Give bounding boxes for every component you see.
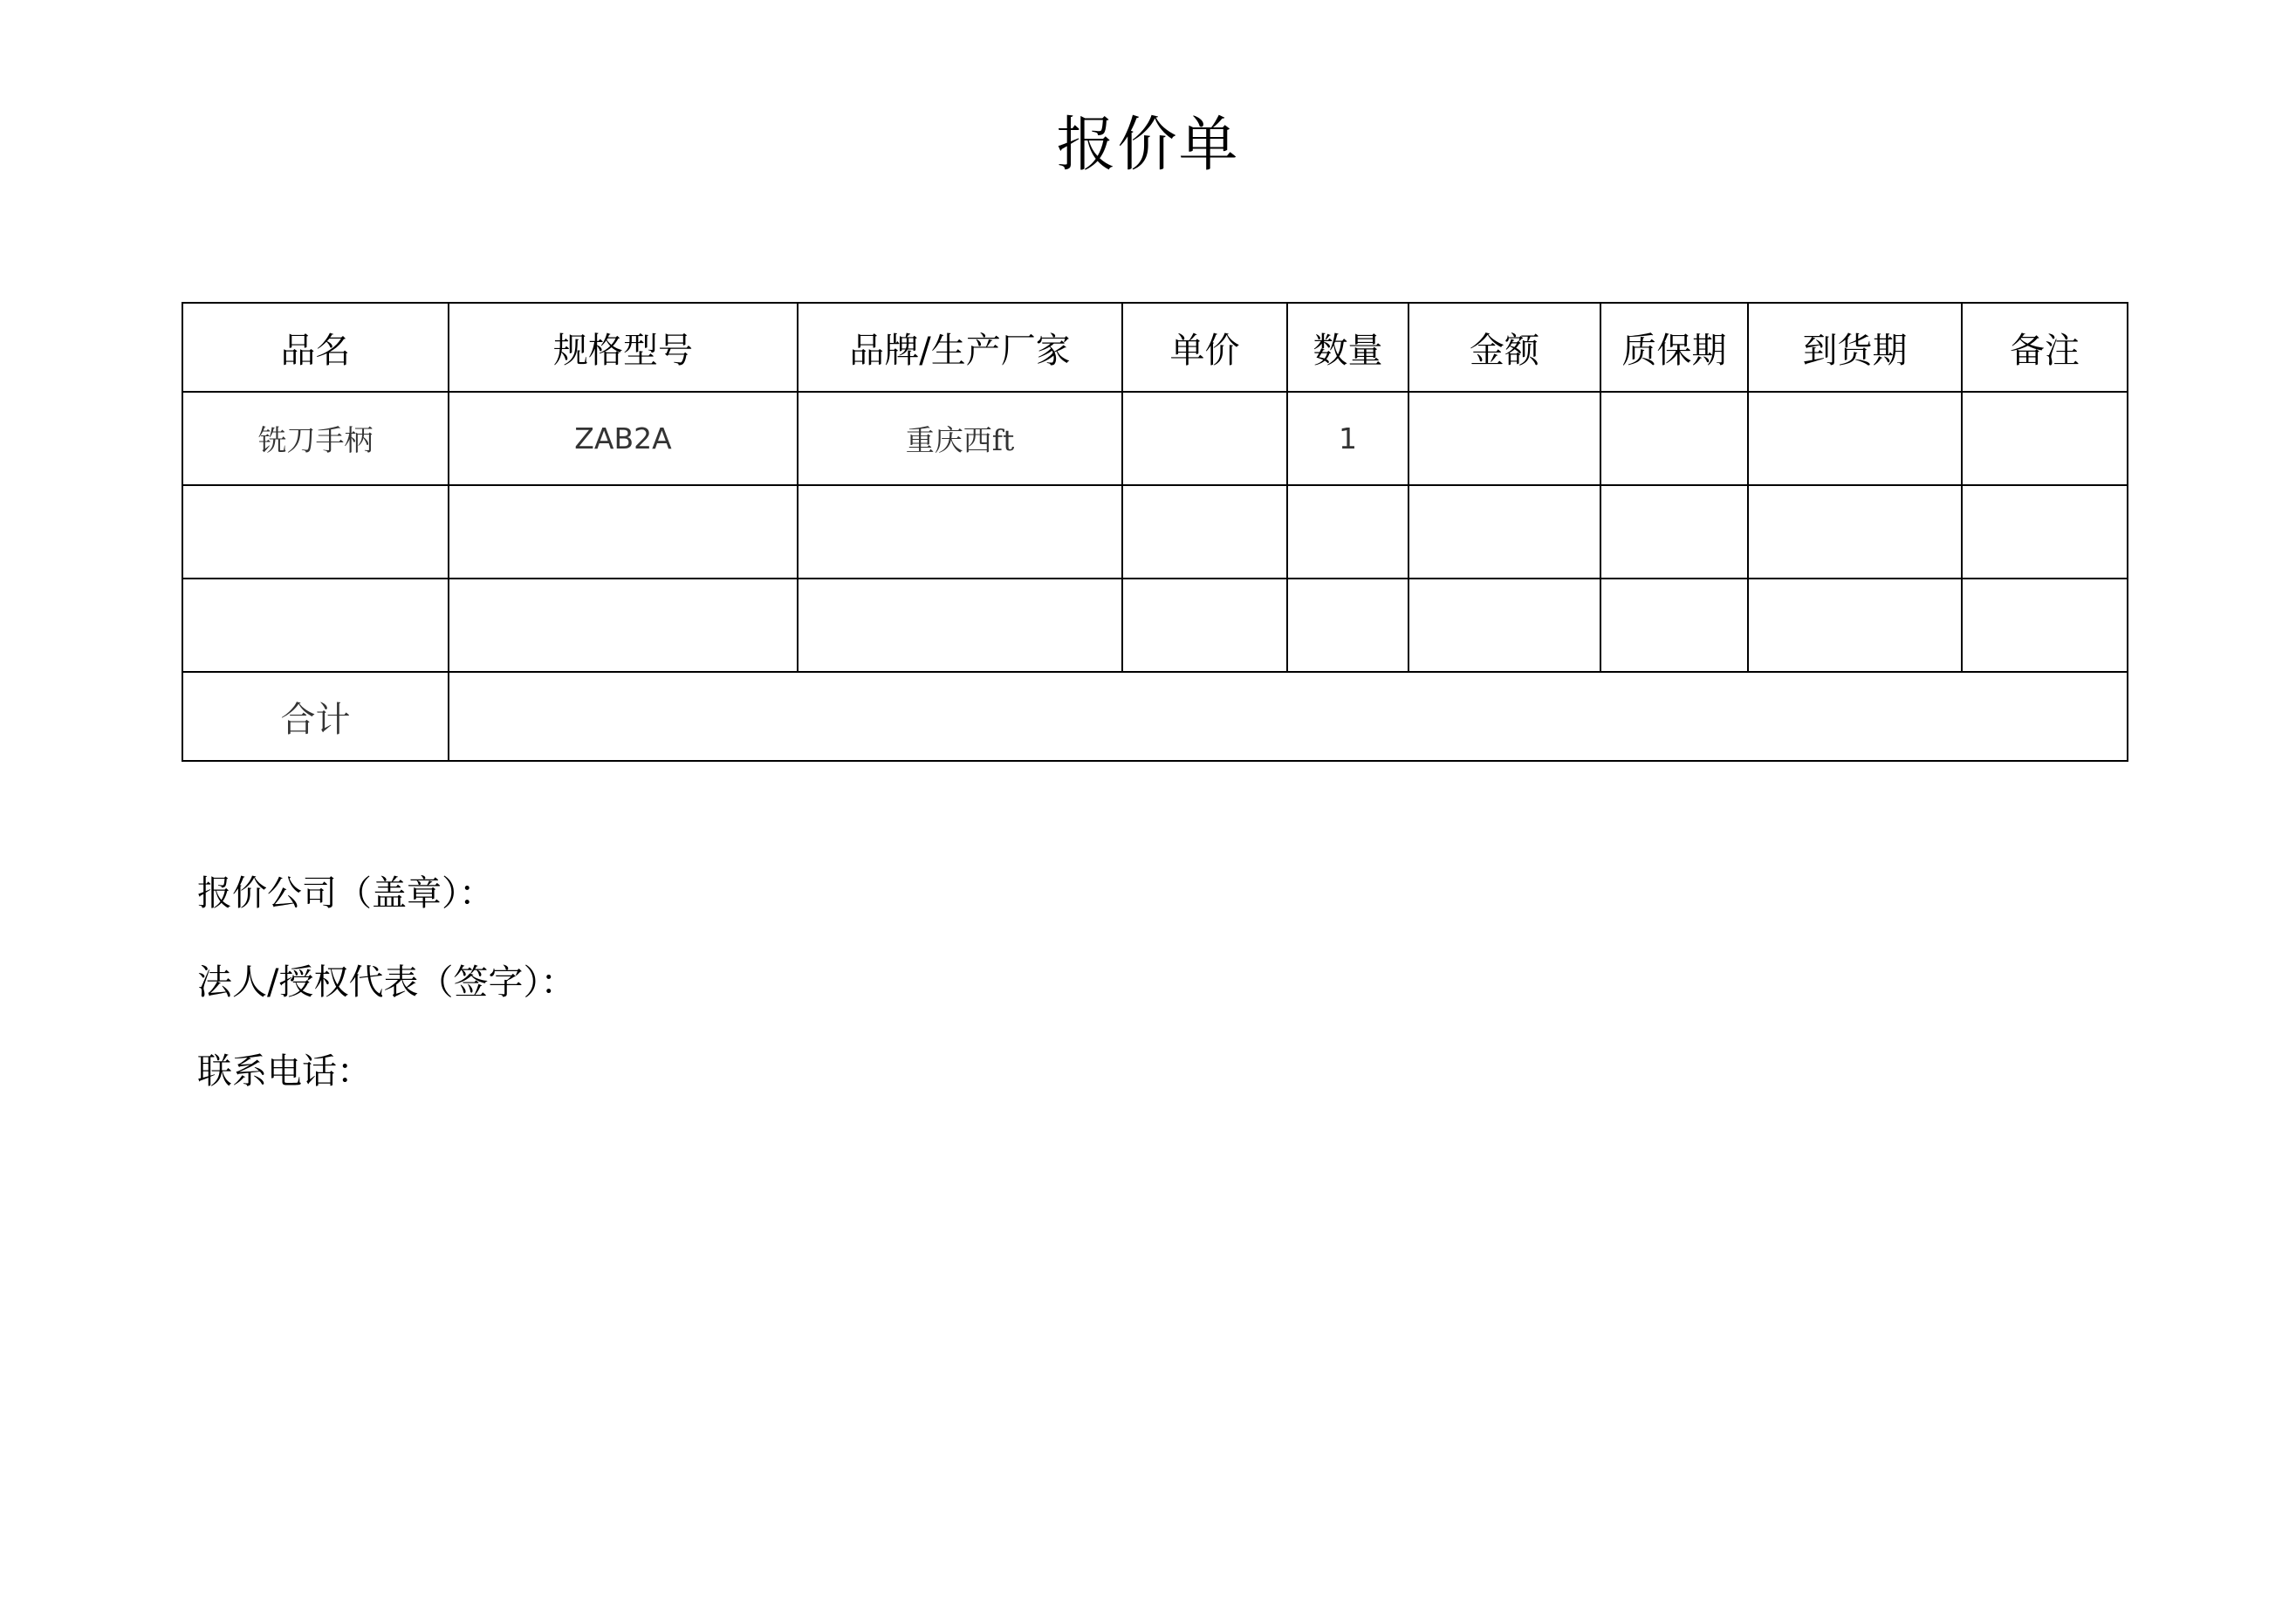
cell-remarks bbox=[1962, 392, 2128, 485]
cell-unit-price bbox=[1122, 579, 1287, 672]
cell-delivery bbox=[1748, 392, 1962, 485]
cell-warranty bbox=[1600, 579, 1748, 672]
contact-phone-label: 联系电话： bbox=[197, 1051, 372, 1092]
header-product-name: 品名 bbox=[182, 303, 449, 392]
table-row bbox=[182, 485, 2128, 579]
cell-amount bbox=[1408, 485, 1600, 579]
cell-delivery bbox=[1748, 579, 1962, 672]
total-row bbox=[182, 672, 2128, 761]
cell-quantity bbox=[1287, 485, 1408, 579]
header-amount: 金额 bbox=[1408, 303, 1600, 392]
representative-signature-label: 法人/授权代表（签字）： bbox=[197, 962, 576, 1003]
header-unit-price: 单价 bbox=[1122, 303, 1287, 392]
cell-quantity bbox=[1287, 579, 1408, 672]
cell-unit-price bbox=[1122, 485, 1287, 579]
header-warranty: 质保期 bbox=[1600, 303, 1748, 392]
cell-amount bbox=[1408, 392, 1600, 485]
header-model: 规格型号 bbox=[449, 303, 798, 392]
cell-amount bbox=[1408, 579, 1600, 672]
cell-brand-manufacturer: 重庆西ft bbox=[798, 392, 1122, 485]
cell-brand-manufacturer bbox=[798, 485, 1122, 579]
total-value bbox=[449, 672, 2128, 761]
cell-delivery bbox=[1748, 485, 1962, 579]
cell-quantity: 1 bbox=[1287, 392, 1408, 485]
cell-model bbox=[449, 485, 798, 579]
cell-unit-price bbox=[1122, 392, 1287, 485]
cell-product-name bbox=[182, 485, 449, 579]
header-delivery: 到货期 bbox=[1748, 303, 1962, 392]
header-remarks: 备注 bbox=[1962, 303, 2128, 392]
table-row bbox=[182, 392, 2128, 485]
cell-model: ZAB2A bbox=[449, 392, 798, 485]
table-header-row bbox=[182, 303, 2128, 392]
cell-product-name bbox=[182, 579, 449, 672]
cell-warranty bbox=[1600, 485, 1748, 579]
cell-warranty bbox=[1600, 392, 1748, 485]
quotation-table bbox=[182, 302, 2128, 762]
cell-brand-manufacturer bbox=[798, 579, 1122, 672]
company-stamp-label: 报价公司（盖章）： bbox=[197, 873, 494, 914]
cell-product-name: 铣刀手柄 bbox=[182, 392, 449, 485]
cell-remarks bbox=[1962, 579, 2128, 672]
header-brand-manufacturer: 品牌/生产厂家 bbox=[798, 303, 1122, 392]
cell-remarks bbox=[1962, 485, 2128, 579]
table-row bbox=[182, 579, 2128, 672]
header-quantity: 数量 bbox=[1287, 303, 1408, 392]
document-title: 报价单 bbox=[1056, 111, 1240, 180]
total-label: 合计 bbox=[182, 672, 449, 761]
cell-model bbox=[449, 579, 798, 672]
